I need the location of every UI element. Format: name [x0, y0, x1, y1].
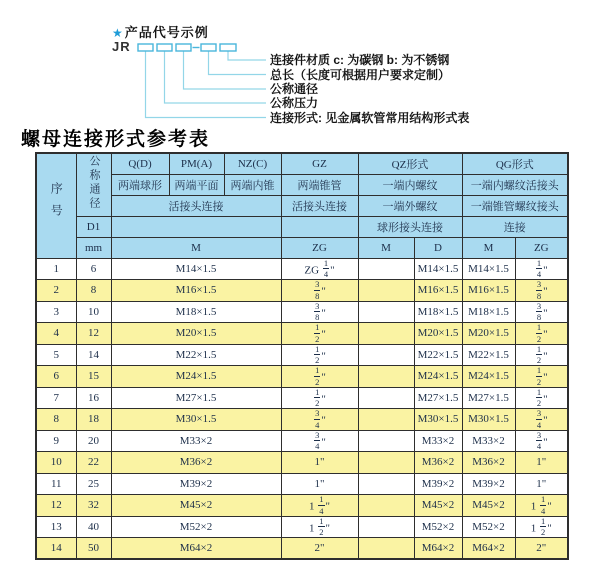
cell-dn: 25 [76, 473, 111, 495]
cell-qg-zg: $\frac{1}{2}$ " [515, 366, 568, 388]
header-end-gz: 两端锥管 [281, 174, 358, 195]
header-nominal-diameter: 公称通径 [76, 153, 111, 216]
cell-serial: 4 [36, 323, 76, 345]
cell-serial: 14 [36, 538, 76, 560]
table-row [36, 430, 568, 452]
header-row-end-types [36, 174, 568, 195]
header-unit-mm: mm [76, 237, 111, 258]
cell-m-thread: M36×2 [111, 452, 281, 474]
cell-gz-zg: 1" [281, 473, 358, 495]
cell-qg-zg: $\frac{1}{2}$ " [515, 344, 568, 366]
star-icon: ★ [112, 26, 123, 40]
cell-m-thread: M22×1.5 [111, 344, 281, 366]
cell-qz-m [358, 301, 414, 323]
table-row [36, 538, 568, 560]
header-d1: D1 [76, 216, 111, 237]
cell-m-thread: M20×1.5 [111, 323, 281, 345]
table-row [36, 473, 568, 495]
cell-gz-zg: $\frac{3}{4}$ " [281, 430, 358, 452]
cell-gz-zg: $\frac{3}{4}$ " [281, 409, 358, 431]
header-form-gz: GZ [281, 153, 358, 174]
cell-gz-zg: ZG $\frac{1}{4}$ " [281, 258, 358, 280]
cell-dn: 12 [76, 323, 111, 345]
table-row [36, 387, 568, 409]
cell-gz-zg: $\frac{3}{8}$ " [281, 280, 358, 302]
table-title: 螺母连接形式参考表 [21, 129, 211, 150]
cell-qg-zg: $\frac{3}{8}$ " [515, 280, 568, 302]
diagram-label-connection: 连接形式: 见金属软管常用结构形式表 [270, 110, 470, 125]
cell-qz-d: M45×2 [414, 495, 462, 517]
cell-serial: 10 [36, 452, 76, 474]
cell-dn: 20 [76, 430, 111, 452]
cell-qz-d: M24×1.5 [414, 366, 462, 388]
cell-qg-m: M64×2 [462, 538, 515, 560]
table-row [36, 495, 568, 517]
cell-qg-zg: 1 $\frac{1}{2}$ " [515, 516, 568, 538]
cell-qz-m [358, 495, 414, 517]
diagram-heading-text: 产品代号示例 [124, 25, 209, 40]
table-row [36, 516, 568, 538]
cell-gz-zg: $\frac{1}{2}$ " [281, 344, 358, 366]
cell-qg-m: M20×1.5 [462, 323, 515, 345]
header-blank-gz [281, 216, 358, 237]
cell-qg-zg: $\frac{3}{4}$ " [515, 430, 568, 452]
table-row [36, 258, 568, 280]
cell-qz-m [358, 430, 414, 452]
cell-dn: 18 [76, 409, 111, 431]
header-form-qd: Q(D) [111, 153, 169, 174]
header-end-pma: 两端平面 [169, 174, 224, 195]
cell-qz-d: M33×2 [414, 430, 462, 452]
header-thread-m-qz: M [358, 237, 414, 258]
cell-qz-m [358, 516, 414, 538]
cell-m-thread: M30×1.5 [111, 409, 281, 431]
table-row [36, 280, 568, 302]
cell-gz-zg: $\frac{1}{2}$ " [281, 323, 358, 345]
cell-dn: 32 [76, 495, 111, 517]
table-row [36, 409, 568, 431]
table-row [36, 452, 568, 474]
cell-qg-m: M45×2 [462, 495, 515, 517]
cell-qg-m: M22×1.5 [462, 344, 515, 366]
header-union-gz: 活接头连接 [281, 195, 358, 216]
cell-dn: 50 [76, 538, 111, 560]
cell-qg-zg: $\frac{1}{4}$ " [515, 258, 568, 280]
cell-dn: 8 [76, 280, 111, 302]
cell-qz-d: M16×1.5 [414, 280, 462, 302]
cell-qg-m: M30×1.5 [462, 409, 515, 431]
cell-qz-m [358, 452, 414, 474]
header-connect-qg: 连接 [462, 216, 568, 237]
cell-qg-zg: 1" [515, 452, 568, 474]
header-end-qz: 一端内螺纹 [358, 174, 462, 195]
header-blank-left [111, 216, 281, 237]
cell-serial: 7 [36, 387, 76, 409]
cell-qz-m [358, 323, 414, 345]
cell-serial: 8 [36, 409, 76, 431]
cell-qg-zg: 1" [515, 473, 568, 495]
cell-gz-zg: 1 $\frac{1}{2}$ " [281, 516, 358, 538]
cell-qz-m [358, 344, 414, 366]
header-row-thread-units [36, 237, 568, 258]
cell-qg-m: M14×1.5 [462, 258, 515, 280]
table-row [36, 301, 568, 323]
cell-qz-d: M30×1.5 [414, 409, 462, 431]
cell-qg-m: M36×2 [462, 452, 515, 474]
cell-qg-m: M24×1.5 [462, 366, 515, 388]
cell-serial: 9 [36, 430, 76, 452]
cell-m-thread: M27×1.5 [111, 387, 281, 409]
header-thread-zg-qg: ZG [515, 237, 568, 258]
cell-serial: 3 [36, 301, 76, 323]
header-external-thread-qz: 一端外螺纹 [358, 195, 462, 216]
cell-qz-d: M39×2 [414, 473, 462, 495]
cell-qz-m [358, 387, 414, 409]
cell-serial: 12 [36, 495, 76, 517]
diagram-label-diameter: 公称通径 [270, 82, 319, 96]
cell-qg-m: M18×1.5 [462, 301, 515, 323]
cell-qz-d: M36×2 [414, 452, 462, 474]
cell-qz-d: M22×1.5 [414, 344, 462, 366]
diagram-label-length: 总长（长度可根据用户要求定制） [270, 67, 451, 82]
cell-serial: 5 [36, 344, 76, 366]
nut-connection-reference-table [35, 152, 569, 560]
cell-gz-zg: 2" [281, 538, 358, 560]
header-union-left: 活接头连接 [111, 195, 281, 216]
cell-m-thread: M14×1.5 [111, 258, 281, 280]
table-row [36, 366, 568, 388]
diagram-label-material: 连接件材质 c: 为碳钢 b: 为不锈钢 [270, 53, 450, 67]
cell-dn: 15 [76, 366, 111, 388]
header-taper-union-qg: 一端锥管螺纹接头 [462, 195, 568, 216]
cell-qz-d: M14×1.5 [414, 258, 462, 280]
cell-qz-d: M20×1.5 [414, 323, 462, 345]
cell-serial: 13 [36, 516, 76, 538]
header-row-connection-1 [36, 195, 568, 216]
cell-qz-m [358, 280, 414, 302]
cell-gz-zg: 1" [281, 452, 358, 474]
cell-qg-zg: 1 $\frac{1}{4}$ " [515, 495, 568, 517]
cell-serial: 2 [36, 280, 76, 302]
cell-dn: 16 [76, 387, 111, 409]
header-thread-m-qg: M [462, 237, 515, 258]
header-ball-joint-qz: 球形接头连接 [358, 216, 462, 237]
header-form-qg: QG形式 [462, 153, 568, 174]
cell-qz-m [358, 409, 414, 431]
cell-gz-zg: $\frac{1}{2}$ " [281, 366, 358, 388]
cell-m-thread: M45×2 [111, 495, 281, 517]
cell-qg-zg: 2" [515, 538, 568, 560]
cell-gz-zg: $\frac{1}{2}$ " [281, 387, 358, 409]
cell-serial: 6 [36, 366, 76, 388]
table-row [36, 344, 568, 366]
cell-qg-zg: $\frac{1}{2}$ " [515, 323, 568, 345]
cell-dn: 6 [76, 258, 111, 280]
cell-gz-zg: 1 $\frac{1}{4}$ " [281, 495, 358, 517]
cell-qz-m [358, 538, 414, 560]
cell-qz-d: M27×1.5 [414, 387, 462, 409]
header-row-forms [36, 153, 568, 174]
cell-qz-m [358, 473, 414, 495]
cell-qz-d: M64×2 [414, 538, 462, 560]
cell-qg-zg: $\frac{3}{4}$ " [515, 409, 568, 431]
header-end-qg: 一端内螺纹活接头 [462, 174, 568, 195]
header-thread-d-qz: D [414, 237, 462, 258]
cell-m-thread: M16×1.5 [111, 280, 281, 302]
cell-serial: 11 [36, 473, 76, 495]
cell-serial: 1 [36, 258, 76, 280]
cell-dn: 10 [76, 301, 111, 323]
header-form-nzc: NZ(C) [224, 153, 281, 174]
header-form-pma: PM(A) [169, 153, 224, 174]
header-thread-m-left: M [111, 237, 281, 258]
cell-dn: 40 [76, 516, 111, 538]
cell-qg-zg: $\frac{3}{8}$ " [515, 301, 568, 323]
diagram-label-pressure: 公称压力 [270, 96, 319, 110]
cell-qg-m: M33×2 [462, 430, 515, 452]
cell-qz-m [358, 366, 414, 388]
header-form-qz: QZ形式 [358, 153, 462, 174]
cell-m-thread: M24×1.5 [111, 366, 281, 388]
cell-m-thread: M18×1.5 [111, 301, 281, 323]
table-body [36, 258, 568, 559]
header-end-qd: 两端球形 [111, 174, 169, 195]
cell-qg-zg: $\frac{1}{2}$ " [515, 387, 568, 409]
header-row-connection-2 [36, 216, 568, 237]
product-code-prefix: JR [112, 39, 131, 54]
header-thread-zg-gz: ZG [281, 237, 358, 258]
cell-qg-m: M27×1.5 [462, 387, 515, 409]
cell-qz-d: M18×1.5 [414, 301, 462, 323]
cell-m-thread: M64×2 [111, 538, 281, 560]
cell-qz-m [358, 258, 414, 280]
table-row [36, 323, 568, 345]
cell-gz-zg: $\frac{3}{8}$ " [281, 301, 358, 323]
cell-qg-m: M16×1.5 [462, 280, 515, 302]
header-end-nzc: 两端内锥 [224, 174, 281, 195]
cell-m-thread: M39×2 [111, 473, 281, 495]
cell-dn: 22 [76, 452, 111, 474]
cell-qz-d: M52×2 [414, 516, 462, 538]
cell-qg-m: M52×2 [462, 516, 515, 538]
cell-dn: 14 [76, 344, 111, 366]
cell-m-thread: M33×2 [111, 430, 281, 452]
header-serial: 序号 [36, 153, 76, 258]
cell-m-thread: M52×2 [111, 516, 281, 538]
cell-qg-m: M39×2 [462, 473, 515, 495]
